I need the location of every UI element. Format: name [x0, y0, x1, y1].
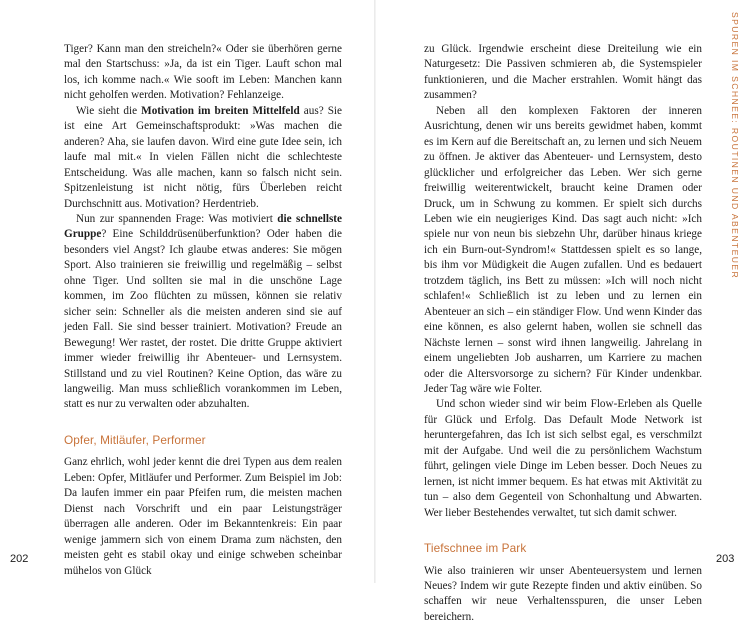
paragraph: Und schon wieder sind wir beim Flow-Erleben als Quelle für Glück und Erfolg. Das Default Mode Network ist heruntergefahren, das Ich ist sich selbst egal, es verschmilzt mit der Aufgabe. Und weil die zu persönlichem Wachstum führt, gelingen viele Dinge im Leben besser. Doch Neues zu lernen, ist nicht immer bequem. Es hat etwas mit Aktivität zu tun – also dem Gegenteil von Schonhaltung und Abwarten. Wer lieber Bestehendes verwaltet, tut sich damit schwer. — [424, 397, 702, 521]
paragraph: Wie also trainieren wir unser Abenteuersystem und lernen Neues? Indem wir gute Rezepte finden und aktiv einüben. So schaffen wir neue Verhaltensspuren, die unser Leben bereichern. — [424, 564, 702, 625]
paragraph: Ganz ehrlich, wohl jeder kennt die drei Typen aus dem realen Leben: Opfer, Mitläufer und Performer. Zum Beispiel im Job: Da laufen immer ein paar Pfeifen rum, die meisten machen Dienst nach Vorschrift und ein paar Leistungsträger überragen alle anderen. Oder im Bekanntenkreis: Ein paar wenige jammern sich von einem Drama zum nächsten, den meisten geht es stabil okay und einige schweben scheinbar mühelos von Glück — [64, 455, 342, 579]
paragraph: Tiger? Kann man den streicheln?« Oder sie überhören gerne mal den Startschuss: »Ja, da ist ein Tiger. Lauft schon mal los, ich komme nach.« Wie sooft im Leben: Manchen kann nicht geholfen werden. Motivation? Fehlanzeige. — [64, 42, 342, 104]
paragraph: Wie sieht die Motivation im breiten Mittelfeld aus? Sie ist eine Art Gemeinschaftsprodukt: »Was machen die anderen? Aha, sie laufen davon. Wird eine gute Idee sein, ich laufe mal mit.« In vielen Fällen nicht die schlechteste Entscheidung. Was alle machen, kann so falsch nicht sein. Spitzenleistung ist nicht nötig, fürs Überleben reicht Durchschnitt aus. Motivation? Herdentrieb. — [64, 104, 342, 212]
page-number-left: 202 — [10, 553, 28, 565]
running-head: SPUREN IM SCHNEE: ROUTINEN UND ABENTEUER — [730, 12, 740, 279]
section-heading: Opfer, Mitläufer, Performer — [64, 433, 342, 448]
paragraph: Nun zur spannenden Frage: Was motiviert die schnellste Gruppe? Eine Schilddrüsenüberfunktion? Oder haben die besonders viel Angst? Ich glaube etwas anderes: Sie mögen Sport. Also trainieren sie freiwillig und regelmäßig – selbst ohne Tiger. Und sollten sie mal in die unschöne Lage kommen, im Zoo flüchten zu müssen, können sie relativ sicher sein: Schneller als die meisten anderen sind sie auf jeden Fall. Sie sind besser trainiert. Motivation? Freude an Bewegung! Wer rastet, der rostet. Die dritte Gruppe aktiviert immer wieder freiwillig ihr Abenteuer- und Lernsystem. Stillstand und zu viel Routinen? Keine Option, das wäre zu langweilig. Man muss schließlich vorankommen im Leben, statt es nur zu verwalten oder abzuhalten. — [64, 212, 342, 413]
page-number-right: 203 — [716, 553, 734, 565]
left-page-text — [64, 42, 342, 579]
emphasis: Motivation im breiten Mittelfeld — [141, 105, 300, 117]
section-heading: Tiefschnee im Park — [424, 541, 702, 556]
emphasis: die schnellste Gruppe — [64, 213, 342, 240]
paragraph: Neben all den komplexen Faktoren der inneren Ausrichtung, denen wir uns bereits gewidmet haben, kommt es im Kern auf die Bereitschaft an, zu lernen und sich Neuem zu öffnen. Je aktiver das Abenteuer- und Lernsystem, desto glücklicher und erfolgreicher das Leben. Wer sich gerne freiwillig weiterentwickelt, braucht keine Dramen oder Druck, um in Schwung zu kommen. Er spielt sich durchs Leben wie ein neugieriges Kind. Das sagt auch nicht: »Ich spiele nur von neun bis siebzehn Uhr, darüber hinaus kriege ich ein Burn-out-Syndrom!« Stattdessen spielt es so lange, bis ihm vor Müdigkeit die Augen zufallen. Und es bedauert trotzdem täglich, ins Bett zu müssen: »Ich will noch nicht schlafen!« Schließlich ist zu leben und zu lernen ein Abenteuer an sich – ein ständiger Flow. Und wenn Kinder das eine können, es also gelernt haben, wollen sie schnell das Nächste lernen – sonst wird ihnen langweilig. Jahrelang in einem ungeliebten Job ausharren, um Karriere zu machen oder die Altersvorsorge zu sichern? Für Kinder undenkbar. Jeder Tag wäre wie Folter. — [424, 104, 702, 398]
paragraph: zu Glück. Irgendwie erscheint diese Dreiteilung wie ein Naturgesetz: Die Passiven schmieren ab, die Systemspieler funktionieren, und die Macher erstrahlen. Womit hängt das zusammen? — [424, 42, 702, 104]
right-page-text — [424, 42, 702, 625]
book-gutter — [374, 0, 376, 583]
